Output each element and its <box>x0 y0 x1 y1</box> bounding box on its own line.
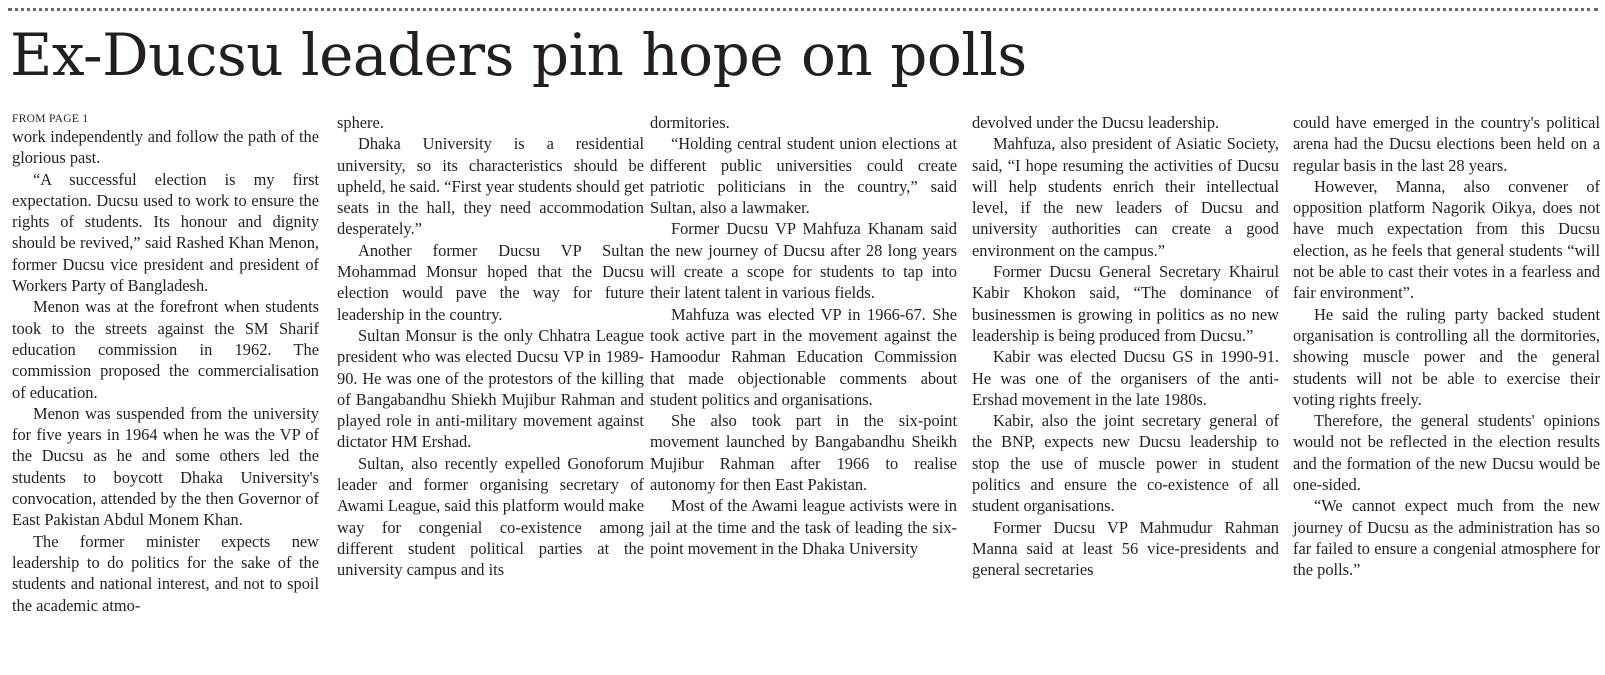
article-column-2 <box>337 112 644 581</box>
paragraph: Mahfuza was elected VP in 1966-67. She took active part in the movement against the Hamoodur Rahman Education Commission that made objectionable comments about student politics and organisations. <box>650 304 957 409</box>
paragraph: “We cannot expect much from the new journey of Ducsu as the administration has so far failed to ensure a congenial atmosphere for the polls.” <box>1293 496 1600 580</box>
paragraph: He said the ruling party backed student organisation is controlling all the dormitories, showing muscle power and the general students will not be able to exercise their voting rights freely. <box>1293 304 1600 409</box>
paragraph: devolved under the Ducsu leadership. <box>972 113 1220 132</box>
paragraph: Menon was at the forefront when students took to the streets against the SM Sharif education commission in 1962. The commission proposed the commercialisation of education. <box>12 297 319 402</box>
paragraph: Therefore, the general students' opinions would not be reflected in the election results and the formation of the new Ducsu would be one-sided. <box>1293 411 1600 495</box>
paragraph: dormitories. <box>650 113 730 132</box>
jump-label: FROM PAGE 1 <box>12 113 89 125</box>
dotted-rule <box>8 8 1598 11</box>
article-column-1 <box>12 112 319 616</box>
article-column-5 <box>1293 112 1600 581</box>
paragraph: Former Ducsu VP Mahfuza Khanam said the new journey of Ducsu after 28 long years will create a scope for students to tap into their latent talent in various fields. <box>650 219 957 303</box>
paragraph: Former Ducsu VP Mahmudur Rahman Manna said at least 56 vice-presidents and general secretaries <box>972 517 1279 580</box>
paragraph: The former minister expects new leadership to do politics for the sake of the students and national interest, and not to spoil the academic atmo- <box>12 531 319 615</box>
paragraph: Kabir was elected Ducsu GS in 1990-91. He was one of the organisers of the anti-Ershad movement in the late 1980s. <box>972 347 1279 409</box>
paragraph: “A successful election is my first expectation. Ducsu used to work to ensure the rights of students. Its honour and dignity should be revived,” said Rashed Khan Menon, former Ducsu vice president and president of Workers Party of Bangladesh. <box>12 169 319 296</box>
paragraph: Sultan Monsur is the only Chhatra League president who was elected Ducsu VP in 1989-90. He was one of the protestors of the killing of Bangabandhu Shiekh Mujibur Rahman and played role in anti-military movement against dictator HM Ershad. <box>337 325 644 452</box>
paragraph: Another former Ducsu VP Sultan Mohammad Monsur hoped that the Ducsu election would pave the way for future leadership in the country. <box>337 240 644 324</box>
article-column-3 <box>650 112 957 559</box>
paragraph: work independently and follow the path of the glorious past. <box>12 127 319 168</box>
paragraph: Dhaka University is a residential university, so its characteristics should be upheld, he said. “First year students should get seats in the hall, they need accommodation desperately.” <box>337 134 644 239</box>
paragraph: sphere. <box>337 113 384 132</box>
paragraph: Kabir, also the joint secretary general of the BNP, expects new Ducsu leadership to stop the use of muscle power in student politics and ensure the co-existence of all student organisations. <box>972 411 1279 516</box>
paragraph: She also took part in the six-point movement launched by Bangabandhu Sheikh Mujibur Rahman after 1966 to realise autonomy for then East Pakistan. <box>650 411 957 495</box>
paragraph: Menon was suspended from the university for five years in 1964 when he was the VP of the Ducsu as he and some others led the students to boycott Dhaka University's convocation, attended by the then Governor of East Pakistan Abdul Monem Khan. <box>12 403 319 530</box>
paragraph: Mahfuza, also president of Asiatic Society, said, “I hope resuming the activities of Ducsu will help students enrich their intellectual level, if the new leaders of Ducsu and university authorities can create a good environment on the campus.” <box>972 134 1279 260</box>
headline: Ex-Ducsu leaders pin hope on polls <box>10 21 1027 89</box>
paragraph: Sultan, also recently expelled Gonoforum leader and former organising secretary of Awami League, said this platform would make way for congenial co-existence among different student political parties at the university campus and its <box>337 453 644 580</box>
paragraph: “Holding central student union elections at different public universities could create patriotic politicians in the country,” said Sultan, also a lawmaker. <box>650 134 957 218</box>
paragraph: Most of the Awami league activists were in jail at the time and the task of leading the six-point movement in the Dhaka University <box>650 496 957 558</box>
paragraph: However, Manna, also convener of opposition platform Nagorik Oikya, does not have much expectation from this Ducsu election, as he feels that general students “will not be able to cast their votes in a fearless and fair environment”. <box>1293 176 1600 303</box>
article-column-4 <box>972 112 1279 581</box>
paragraph: could have emerged in the country's political arena had the Ducsu elections been held on a regular basis in the last 28 years. <box>1293 113 1600 175</box>
paragraph: Former Ducsu General Secretary Khairul Kabir Khokon said, “The dominance of businessmen is growing in politics as no new leadership is being produced from Ducsu.” <box>972 262 1279 345</box>
